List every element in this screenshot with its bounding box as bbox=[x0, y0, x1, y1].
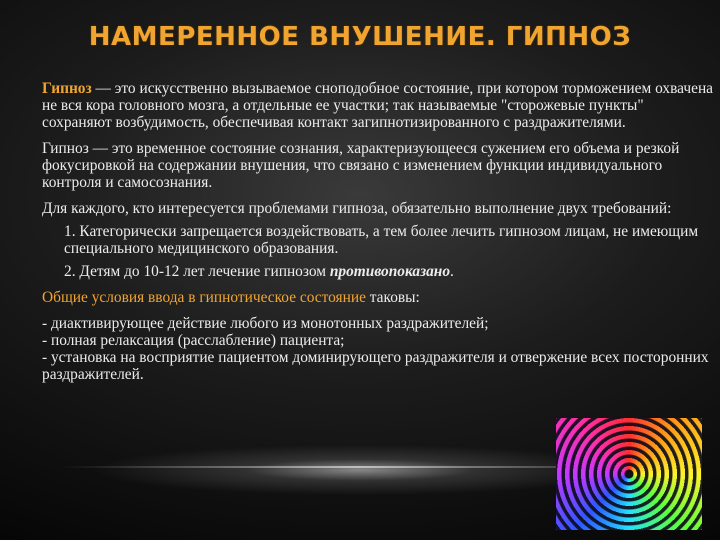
slide-title: НАМЕРЕННОЕ ВНУШЕНИЕ. ГИПНОЗ bbox=[88, 22, 632, 52]
definition-term: Гипноз bbox=[42, 80, 92, 97]
definition-text: — это искусственно вызываемое сноподобное состояние, при котором торможением охвачена не вся кора головного мозга, а отдельные ее участки; так называемые "сторожевые пункты" сохраняют возбудимость, обеспечивая контакт загипнотизированного с раздражителями. bbox=[42, 80, 714, 131]
conditions-heading-accent: Общие условия ввода в гипнотическое состояние bbox=[42, 289, 366, 306]
second-definition-paragraph: Гипноз — это временное состояние сознания, характеризующееся сужением его объема и резкой фокусировкой на содержании внушения, что связано с изменением функции индивидуального контроля и самосознания. bbox=[42, 140, 680, 191]
hypnotic-spiral-image bbox=[556, 418, 702, 530]
condition-item: - установка на восприятие пациентом доминирующего раздражителя и отвержение всех посторонних раздражителей. bbox=[42, 349, 709, 383]
definition-paragraph bbox=[42, 80, 716, 131]
condition-item: - диактивирующее действие любого из монотонных раздражителей; bbox=[42, 315, 489, 332]
requirements-intro: Для каждого, кто интересуется проблемами гипноза, обязательно выполнение двух требований: bbox=[42, 200, 672, 217]
requirement-item-1: 1. Категорически запрещается воздействовать, а тем более лечить гипнозом лицам, не имеющим специального медицинского образования. bbox=[64, 223, 699, 257]
requirement-2-text: 2. Детям до 10-12 лет лечение гипнозом bbox=[64, 263, 330, 280]
conditions-heading bbox=[42, 289, 716, 306]
slide-body bbox=[42, 80, 716, 383]
condition-item: - полная релаксация (расслабление) пациента; bbox=[42, 332, 345, 349]
requirement-2-emphasis: противопоказано bbox=[329, 263, 451, 280]
conditions-list bbox=[42, 315, 716, 383]
requirement-item-2 bbox=[42, 263, 716, 280]
requirement-2-tail: . bbox=[450, 263, 454, 280]
conditions-heading-tail: таковы: bbox=[365, 289, 420, 306]
